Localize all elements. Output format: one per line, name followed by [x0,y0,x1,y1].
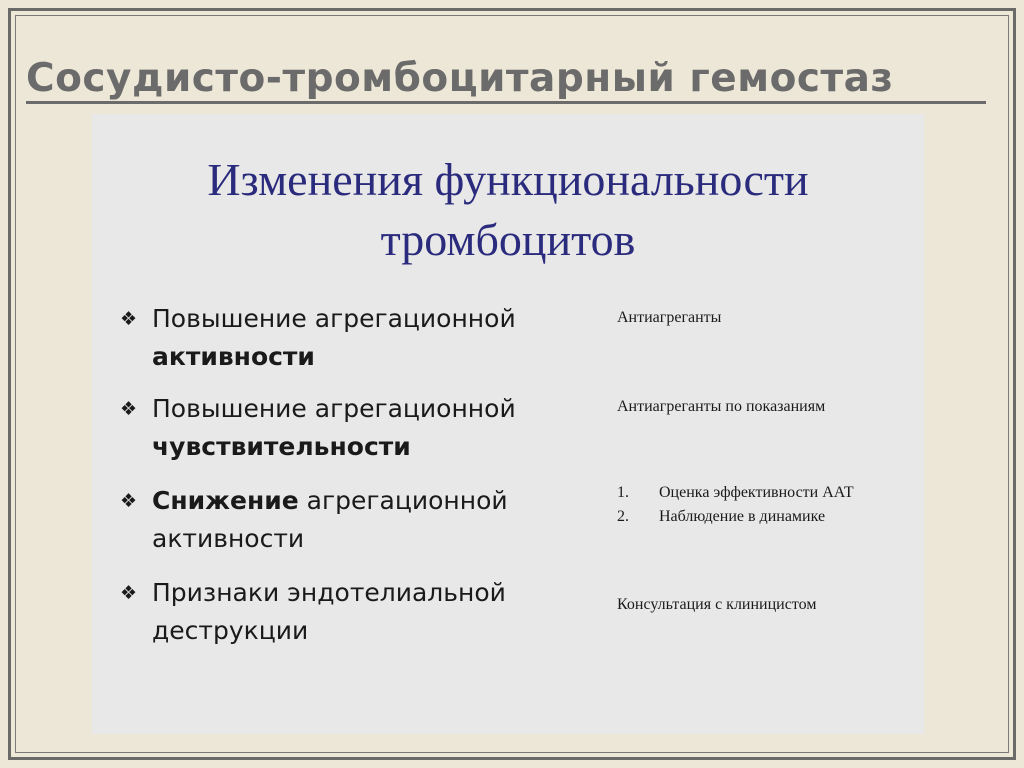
title-underline [26,101,986,104]
diamond-bullet-icon: ❖ [120,582,138,604]
note-list-text: Наблюдение в динамике [659,508,826,525]
list-item-text-part-2-bold: чувствительности [152,432,411,461]
list-item-text-part-2: агрегационной активности [152,486,508,553]
note-list-text: Оценка эффективности ААТ [659,484,854,501]
diamond-bullet-icon: ❖ [120,398,138,420]
note-list-number: 1. [617,484,629,501]
list-item-text: Признаки эндотелиальной деструкции [152,578,506,645]
panel-heading-line-2: тромбоцитов [380,214,636,265]
list-item-text-part-1: Повышение агрегационной [152,394,516,423]
note-list-item [617,505,917,529]
panel-heading-line-1: Изменения функциональности [207,154,809,205]
note-list-item [617,481,917,505]
list-item-text [152,390,592,466]
list-item-note: Антиагреганты [617,309,722,326]
list-item-text [152,300,592,376]
panel-heading [92,150,924,270]
list-item-text-part-2-bold: активности [152,342,315,371]
diamond-bullet-icon: ❖ [120,308,138,330]
list-item-text-part-1-bold: Снижение [152,486,299,515]
list-item-text [152,482,532,558]
diamond-bullet-icon: ❖ [120,490,138,512]
note-list-number: 2. [617,508,629,525]
list-item-note: Консультация с клиницистом [617,596,817,613]
slide-title: Сосудисто-тромбоцитарный гемостаз [26,56,894,101]
list-item-note: Антиагреганты по показаниям [617,398,826,415]
list-item-note-list [617,481,917,529]
list-item-text-part-1: Повышение агрегационной [152,304,516,333]
content-panel [92,114,924,734]
